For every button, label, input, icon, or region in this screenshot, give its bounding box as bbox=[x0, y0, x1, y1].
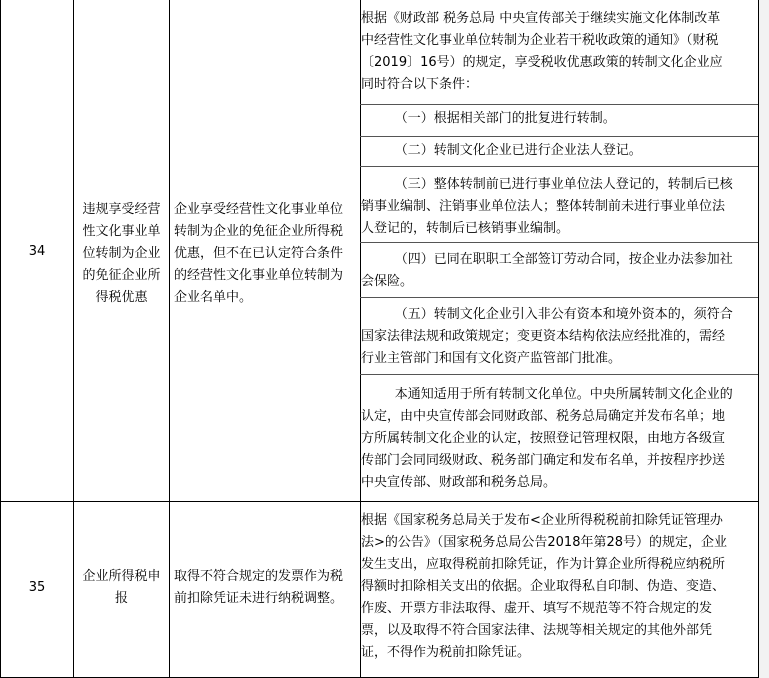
row-35-description: 取得不符合规定的发票作为税 前扣除凭证未进行纳税调整。 bbox=[174, 569, 344, 606]
divider-4 bbox=[360, 242, 758, 243]
row-34-description: 企业享受经营性文化事业单位 转制为企业的免征企业所得税 优惠，但不在已认定符合条件 的经营性文化事业单位转制为 企业名单中。 bbox=[174, 202, 344, 305]
right-margin bbox=[759, 0, 769, 678]
row-34-item: 违规享受经营 性文化事业单 位转制为企业 的免征企业所 得税优惠 bbox=[82, 202, 161, 305]
row-34-condition-5: （五）转制文化企业引入非公有资本和境外资本的，须符合 国家法律法规和政策规定；变更资本结构依法应经批准的，需经 行业主管部门和国有文化资产监管部门批准。 bbox=[361, 307, 733, 366]
divider-2 bbox=[360, 136, 758, 137]
divider-3 bbox=[360, 166, 758, 167]
row-34-notice: 本通知适用于所有转制文化单位。中央所属转制文化企业的 认定，由中央宣传部会同财政部、税务总局确定并发布名单；地 方所属转制文化企业的认定，按照登记管理权限，由地方各级宣 传部门会同同级财政、税务部门确定和发布名单，并按程序抄送 中央宣传部、财政部和税务总局。 bbox=[361, 387, 733, 490]
row-34-condition-2: （二）转制文化企业已进行企业法人登记。 bbox=[394, 143, 642, 158]
row-34-condition-4: （四）已同在职职工全部签订劳动合同，按企业办法参加社 会保险。 bbox=[361, 252, 733, 289]
divider-6 bbox=[360, 374, 758, 375]
row-34-condition-3: （三）整体转制前已进行事业单位法人登记的，转制后已核 销事业编制、注销事业单位法人；整体转制前未进行事业单位法 人登记的，转制后已核销事业编制。 bbox=[361, 177, 733, 236]
row-35-basis: 根据《国家税务总局关于发布<企业所得税税前扣除凭证管理办 法>的公告》（国家税务总局公告2018年第28号）的规定，企业 发生支出，应取得税前扣除凭证，作为计算企业所得税应纳税所 得额时扣除相关支出的依据。企业取得私自印制、伪造、变造、 作废、开票方非法取得、虚开、填写不规范等不符合规定的发 票，以及取得不符合国家法律、法规等相关规定的其他外部凭 证，不得作为税前扣除凭证。 bbox=[361, 513, 728, 660]
row-34-condition-1: （一）根据相关部门的批复进行转制。 bbox=[394, 111, 616, 126]
divider-5 bbox=[360, 297, 758, 298]
row-35-number: 35 bbox=[28, 580, 46, 595]
row-35-item: 企业所得税申 报 bbox=[82, 569, 161, 606]
row-34-number: 34 bbox=[28, 244, 46, 259]
row-34-basis-intro: 根据《财政部 税务总局 中央宣传部关于继续实施文化体制改革 中经营性文化事业单位转制为企业若干税收政策的通知》（财税 〔2019〕16号）的规定，享受税收优惠政策的转制文化企业应 同时符合以下条件： bbox=[361, 11, 723, 92]
divider-1 bbox=[360, 104, 758, 105]
border-right bbox=[758, 0, 759, 678]
row-separator bbox=[0, 501, 759, 502]
border-col2 bbox=[169, 0, 170, 678]
